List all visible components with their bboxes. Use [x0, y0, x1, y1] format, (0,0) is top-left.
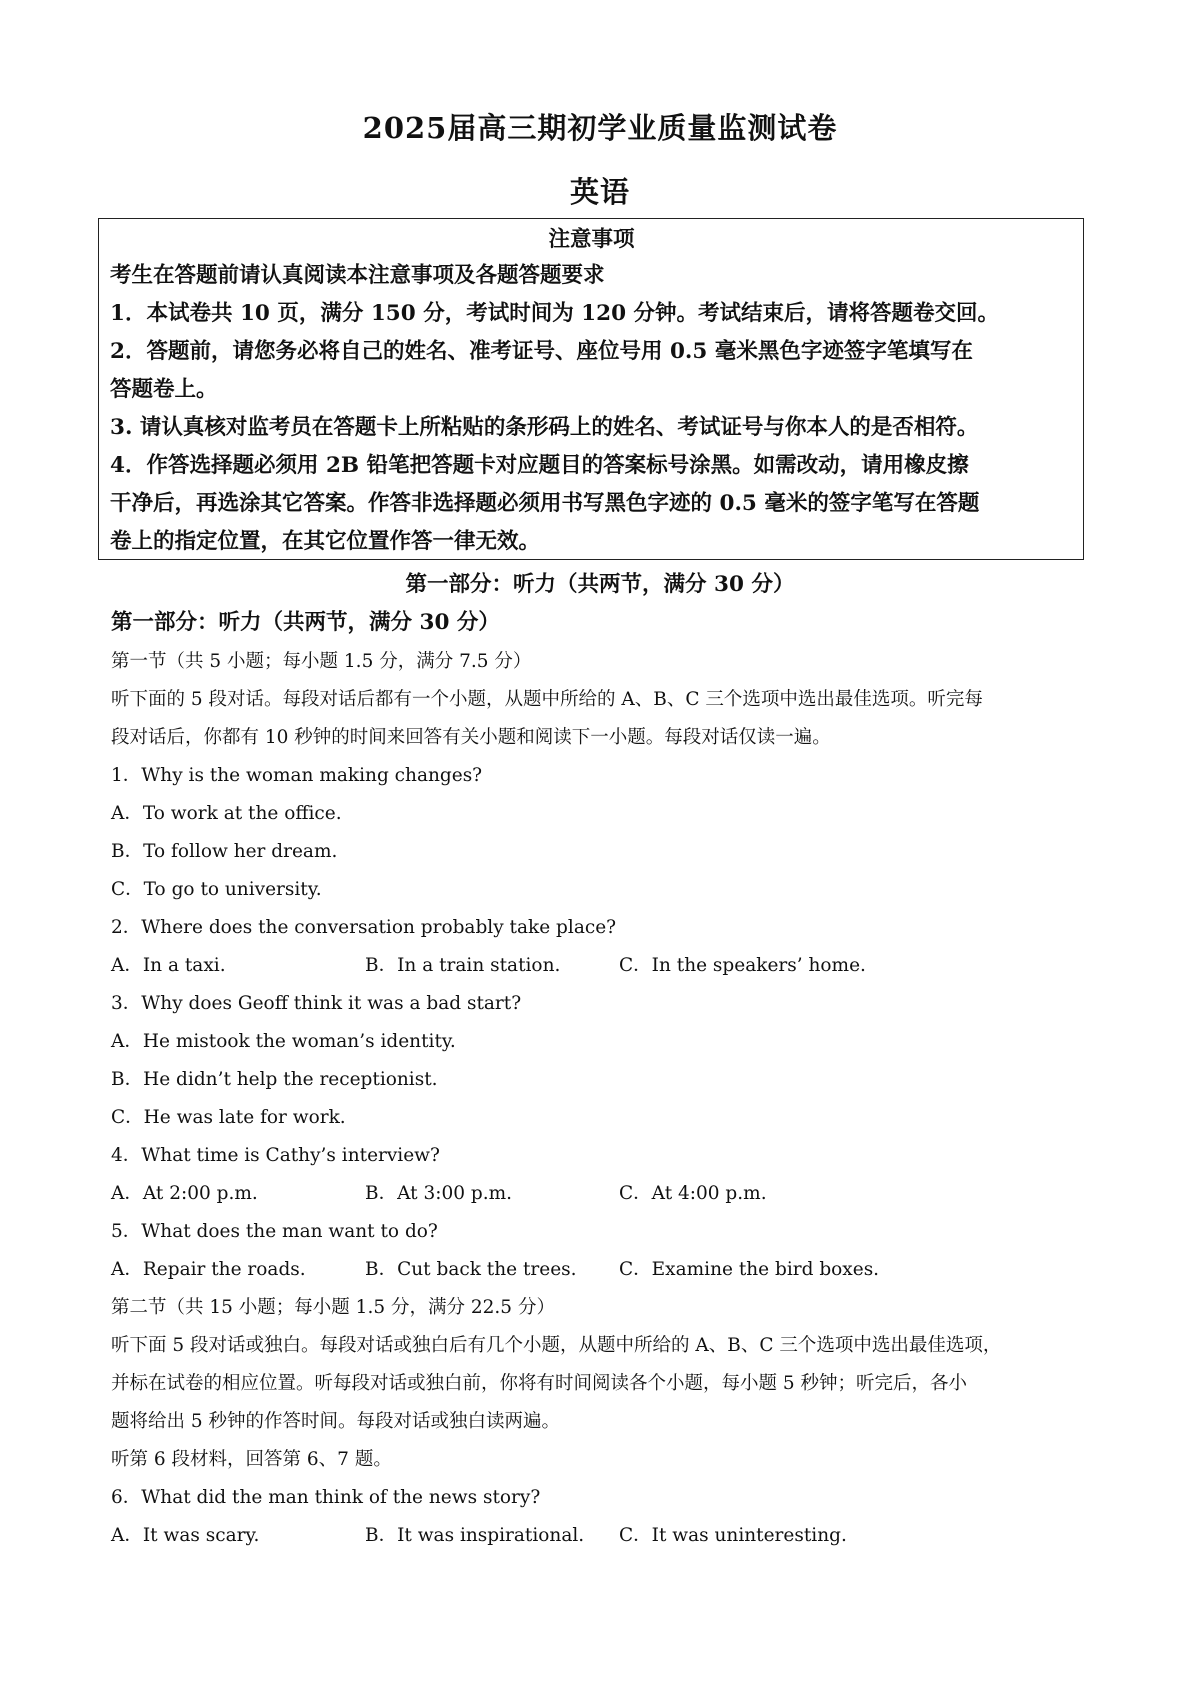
- q5-option-b: B．Cut back the trees.: [365, 1259, 577, 1280]
- notice-line: 1．本试卷共 10 页，满分 150 分，考试时间为 120 分钟。考试结束后，请将答题卷交回。: [110, 301, 1000, 326]
- exam-title: 2025届高三期初学业质量监测试卷: [362, 111, 838, 145]
- q1-option-c: C．To go to university.: [111, 879, 322, 900]
- section2-instructions: 听下面 5 段对话或独白。每段对话或独白后有几个小题，从题中所给的 A、B、C 三个选项中选出最佳选项，: [111, 1335, 1002, 1356]
- notice-line: 2．答题前，请您务必将自己的姓名、准考证号、座位号用 0.5 毫米黑色字迹签字笔填写在: [110, 339, 973, 364]
- part1-heading-center: 第一部分：听力（共两节，满分 30 分）: [405, 572, 795, 597]
- material-6-note: 听第 6 段材料，回答第 6、7 题。: [111, 1449, 392, 1470]
- q2-option-a: A．In a taxi.: [111, 955, 226, 976]
- part1-heading: 第一部分：听力（共两节，满分 30 分）: [111, 610, 500, 635]
- section1-instructions: 段对话后，你都有 10 秒钟的时间来回答有关小题和阅读下一小题。每段对话仅读一遍。: [111, 727, 831, 748]
- notice-line: 考生在答题前请认真阅读本注意事项及各题答题要求: [110, 263, 605, 288]
- question-5: 5．What does the man want to do?: [111, 1221, 438, 1242]
- subject-title: 英语: [569, 175, 630, 209]
- notice-line: 4．作答选择题必须用 2B 铅笔把答题卡对应题目的答案标号涂黑。如需改动，请用橡皮擦: [110, 453, 969, 478]
- q2-option-c: C．In the speakers’ home.: [619, 955, 866, 976]
- q5-option-a: A．Repair the roads.: [111, 1259, 306, 1280]
- question-2: 2．Where does the conversation probably take place?: [111, 917, 617, 938]
- listening-section: [111, 643, 1101, 1555]
- q3-option-a: A．He mistook the woman’s identity.: [111, 1031, 456, 1052]
- question-6: 6．What did the man think of the news story?: [111, 1487, 541, 1508]
- q1-option-a: A．To work at the office.: [111, 803, 342, 824]
- section2-instructions: 并标在试卷的相应位置。听每段对话或独白前，你将有时间阅读各个小题，每小题 5 秒钟；听完后，各小: [111, 1373, 968, 1394]
- q4-option-a: A．At 2:00 p.m.: [111, 1183, 258, 1204]
- q6-option-b: B．It was inspirational.: [365, 1525, 585, 1546]
- q6-option-c: C．It was uninteresting.: [619, 1525, 847, 1546]
- section2-heading: 第二节（共 15 小题；每小题 1.5 分，满分 22.5 分）: [111, 1297, 555, 1318]
- notice-line: 答题卷上。: [110, 377, 218, 402]
- notice-line: 3. 请认真核对监考员在答题卡上所粘贴的条形码上的姓名、考试证号与你本人的是否相符。: [110, 415, 979, 440]
- question-1: 1．Why is the woman making changes?: [111, 765, 483, 786]
- q5-options: [111, 1251, 1101, 1289]
- q4-option-c: C．At 4:00 p.m.: [619, 1183, 767, 1204]
- q5-option-c: C．Examine the bird boxes.: [619, 1259, 880, 1280]
- q2-options: [111, 947, 1101, 985]
- q6-option-a: A．It was scary.: [111, 1525, 260, 1546]
- section1-instructions: 听下面的 5 段对话。每段对话后都有一个小题，从题中所给的 A、B、C 三个选项中选出最佳选项。听完每: [111, 689, 983, 710]
- notice-box: [98, 218, 1084, 560]
- question-4: 4．What time is Cathy’s interview?: [111, 1145, 440, 1166]
- q4-options: [111, 1175, 1101, 1213]
- q2-option-b: B．In a train station.: [365, 955, 561, 976]
- q6-options: [111, 1517, 1101, 1555]
- q3-option-c: C．He was late for work.: [111, 1107, 346, 1128]
- section1-heading: 第一节（共 5 小题；每小题 1.5 分，满分 7.5 分）: [111, 651, 532, 672]
- question-3: 3．Why does Geoff think it was a bad start?: [111, 993, 522, 1014]
- notice-line: 卷上的指定位置，在其它位置作答一律无效。: [110, 529, 541, 554]
- q4-option-b: B．At 3:00 p.m.: [365, 1183, 513, 1204]
- q1-option-b: B．To follow her dream.: [111, 841, 338, 862]
- notice-heading: 注意事项: [548, 227, 635, 252]
- notice-line: 干净后，再选涂其它答案。作答非选择题必须用书写黑色字迹的 0.5 毫米的签字笔写在答题: [110, 491, 980, 516]
- q3-option-b: B．He didn’t help the receptionist.: [111, 1069, 438, 1090]
- section2-instructions: 题将给出 5 秒钟的作答时间。每段对话或独白读两遍。: [111, 1411, 561, 1432]
